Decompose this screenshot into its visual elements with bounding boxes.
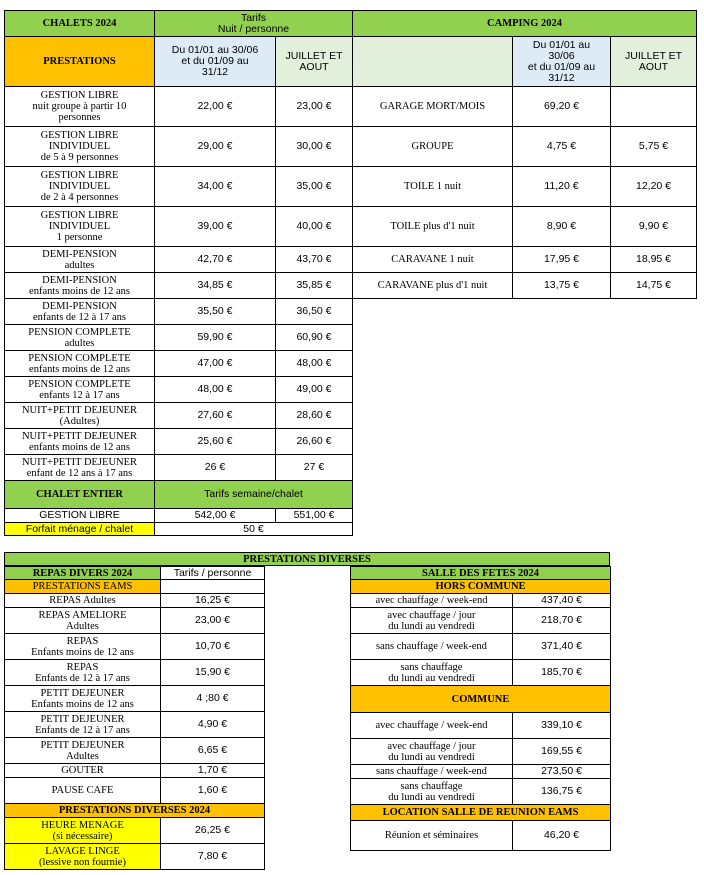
chalets-row bbox=[5, 207, 353, 247]
prestation-diverse-row bbox=[5, 818, 265, 844]
camping-row bbox=[353, 167, 697, 207]
chalets-row-price-period2: 60,90 € bbox=[276, 325, 353, 351]
commune-row-label: avec chauffage / jour du lundi au vendredi bbox=[351, 739, 513, 765]
chalets-row bbox=[5, 403, 353, 429]
chalets-row-price-period2: 49,00 € bbox=[276, 377, 353, 403]
chalets-row-label: PENSION COMPLETE enfants 12 à 17 ans bbox=[5, 377, 155, 403]
chalets-row-label: NUIT+PETIT DEJEUNER enfants moins de 12 ans bbox=[5, 429, 155, 455]
chalets-row bbox=[5, 429, 353, 455]
repas-row-label: GOUTER bbox=[5, 764, 161, 778]
chalets-row bbox=[5, 273, 353, 299]
repas-row bbox=[5, 738, 265, 764]
chalets-row-price-period2: 26,60 € bbox=[276, 429, 353, 455]
chalets-row-label: PENSION COMPLETE enfants moins de 12 ans bbox=[5, 351, 155, 377]
camping-row bbox=[353, 207, 697, 247]
chalets-row-price-period2: 27 € bbox=[276, 455, 353, 481]
chalets-row bbox=[5, 325, 353, 351]
chalets-row-label: NUIT+PETIT DEJEUNER (Adultes) bbox=[5, 403, 155, 429]
chalets-row-price-period2: 43,70 € bbox=[276, 247, 353, 273]
camping-row bbox=[353, 127, 697, 167]
chalets-row-price-period1: 26 € bbox=[155, 455, 276, 481]
chalets-row-label: DEMI-PENSION enfants moins de 12 ans bbox=[5, 273, 155, 299]
repas-row-label: PETIT DEJEUNER Enfants moins de 12 ans bbox=[5, 686, 161, 712]
chalets-row bbox=[5, 87, 353, 127]
camping-row-label: CARAVANE plus d'1 nuit bbox=[353, 273, 513, 299]
chalets-row-price-period1: 29,00 € bbox=[155, 127, 276, 167]
repas-row bbox=[5, 764, 265, 778]
chalets-row-price-period1: 35,50 € bbox=[155, 299, 276, 325]
repas-row-price: 10,70 € bbox=[161, 634, 265, 660]
prestations-diverses-2024-title: PRESTATIONS DIVERSES 2024 bbox=[5, 804, 265, 818]
camping-blank-header bbox=[353, 37, 513, 87]
chalets-tarifs-header: Tarifs Nuit / personne bbox=[155, 11, 353, 37]
tarifs-personne-header: Tarifs / personne bbox=[161, 567, 265, 580]
camping-row-price-period1: 13,75 € bbox=[513, 273, 611, 299]
diverses-title-table bbox=[4, 552, 610, 566]
forfait-menage-label: Forfait ménage / chalet bbox=[5, 523, 155, 536]
camping-row-label: GROUPE bbox=[353, 127, 513, 167]
location-salle-price: 46,20 € bbox=[513, 821, 611, 851]
chalets-row-label: GESTION LIBRE nuit groupe à partir 10 personnes bbox=[5, 87, 155, 127]
commune-row-price: 339,10 € bbox=[513, 713, 611, 739]
camping-row-price-period2: 5,75 € bbox=[611, 127, 697, 167]
repas-table bbox=[4, 566, 265, 870]
hors-commune-row-label: sans chauffage du lundi au vendredi bbox=[351, 660, 513, 686]
hors-commune-row-label: avec chauffage / week-end bbox=[351, 594, 513, 608]
chalets-row-label: GESTION LIBRE INDIVIDUEL 1 personne bbox=[5, 207, 155, 247]
repas-row-label: REPAS Enfants de 12 à 17 ans bbox=[5, 660, 161, 686]
prestation-diverse-price: 26,25 € bbox=[161, 818, 265, 844]
chalets-row-label: DEMI-PENSION enfants de 12 à 17 ans bbox=[5, 299, 155, 325]
camping-row-label: TOILE plus d'1 nuit bbox=[353, 207, 513, 247]
commune-row bbox=[351, 739, 611, 765]
gestion-libre-p1: 542,00 € bbox=[155, 509, 276, 523]
commune-row bbox=[351, 765, 611, 779]
chalets-row-price-period1: 25,60 € bbox=[155, 429, 276, 455]
hors-commune-row bbox=[351, 594, 611, 608]
chalets-row-label: NUIT+PETIT DEJEUNER enfant de 12 ans à 17 ans bbox=[5, 455, 155, 481]
chalets-row-label: GESTION LIBRE INDIVIDUEL de 2 à 4 personnes bbox=[5, 167, 155, 207]
commune-row-label: sans chauffage / week-end bbox=[351, 765, 513, 779]
prestations-eams-blank bbox=[161, 580, 265, 594]
repas-row-price: 1,70 € bbox=[161, 764, 265, 778]
commune-row bbox=[351, 779, 611, 805]
repas-title: REPAS DIVERS 2024 bbox=[5, 567, 161, 580]
chalets-row-price-period2: 23,00 € bbox=[276, 87, 353, 127]
camping-row-price-period2: 12,20 € bbox=[611, 167, 697, 207]
prestation-diverse-row bbox=[5, 844, 265, 870]
chalets-row-price-period2: 35,00 € bbox=[276, 167, 353, 207]
prestations-eams-label: PRESTATIONS EAMS bbox=[5, 580, 161, 594]
camping-row-label: TOILE 1 nuit bbox=[353, 167, 513, 207]
prestation-diverse-price: 7,80 € bbox=[161, 844, 265, 870]
repas-row-price: 4 ;80 € bbox=[161, 686, 265, 712]
camping-row bbox=[353, 247, 697, 273]
hors-commune-row-price: 371,40 € bbox=[513, 634, 611, 660]
hors-commune-row bbox=[351, 608, 611, 634]
repas-row bbox=[5, 608, 265, 634]
commune-row bbox=[351, 713, 611, 739]
repas-row-label: REPAS Adultes bbox=[5, 594, 161, 608]
chalets-row-price-period2: 48,00 € bbox=[276, 351, 353, 377]
repas-row-label: PAUSE CAFE bbox=[5, 778, 161, 804]
chalets-period2-header: JUILLET ET AOUT bbox=[276, 37, 353, 87]
chalets-row-label: PENSION COMPLETE adultes bbox=[5, 325, 155, 351]
repas-row-price: 6,65 € bbox=[161, 738, 265, 764]
repas-row bbox=[5, 660, 265, 686]
chalets-row bbox=[5, 247, 353, 273]
chalets-row bbox=[5, 351, 353, 377]
chalets-row-price-period2: 28,60 € bbox=[276, 403, 353, 429]
commune-row-label: sans chauffage du lundi au vendredi bbox=[351, 779, 513, 805]
chalets-row bbox=[5, 377, 353, 403]
repas-row-price: 1,60 € bbox=[161, 778, 265, 804]
repas-row bbox=[5, 686, 265, 712]
chalets-table bbox=[4, 10, 353, 536]
chalet-entier-label: CHALET ENTIER bbox=[5, 481, 155, 509]
chalets-period1-header: Du 01/01 au 30/06 et du 01/09 au 31/12 bbox=[155, 37, 276, 87]
camping-row-price-period1: 11,20 € bbox=[513, 167, 611, 207]
camping-row-price-period2: 9,90 € bbox=[611, 207, 697, 247]
repas-row bbox=[5, 634, 265, 660]
hors-commune-row bbox=[351, 634, 611, 660]
chalets-row-price-period2: 36,50 € bbox=[276, 299, 353, 325]
prestation-diverse-label: HEURE MENAGE (si nécessaire) bbox=[5, 818, 161, 844]
camping-row-price-period1: 69,20 € bbox=[513, 87, 611, 127]
camping-period1-header: Du 01/01 au 30/06 et du 01/09 au 31/12 bbox=[513, 37, 611, 87]
hors-commune-row-price: 218,70 € bbox=[513, 608, 611, 634]
chalets-row-price-period2: 35,85 € bbox=[276, 273, 353, 299]
camping-row bbox=[353, 87, 697, 127]
location-salle-label: Réunion et séminaires bbox=[351, 821, 513, 851]
forfait-menage-value: 50 € bbox=[155, 523, 353, 536]
hors-commune-row-label: sans chauffage / week-end bbox=[351, 634, 513, 660]
chalets-row bbox=[5, 455, 353, 481]
chalets-row-price-period2: 30,00 € bbox=[276, 127, 353, 167]
chalets-row-price-period1: 47,00 € bbox=[155, 351, 276, 377]
prestations-header: PRESTATIONS bbox=[5, 37, 155, 87]
chalets-row-label: DEMI-PENSION adultes bbox=[5, 247, 155, 273]
repas-row-price: 16,25 € bbox=[161, 594, 265, 608]
repas-row-label: PETIT DEJEUNER Enfants de 12 à 17 ans bbox=[5, 712, 161, 738]
camping-row-price-period2: 18,95 € bbox=[611, 247, 697, 273]
hors-commune-row bbox=[351, 660, 611, 686]
chalets-row-price-period1: 22,00 € bbox=[155, 87, 276, 127]
location-salle-title: LOCATION SALLE DE REUNION EAMS bbox=[351, 805, 611, 821]
chalets-row bbox=[5, 127, 353, 167]
chalets-row-price-period1: 39,00 € bbox=[155, 207, 276, 247]
repas-row-price: 4,90 € bbox=[161, 712, 265, 738]
camping-row-price-period1: 4,75 € bbox=[513, 127, 611, 167]
chalets-row-label: GESTION LIBRE INDIVIDUEL de 5 à 9 personnes bbox=[5, 127, 155, 167]
camping-row-price-period1: 17,95 € bbox=[513, 247, 611, 273]
chalets-row bbox=[5, 167, 353, 207]
repas-row bbox=[5, 594, 265, 608]
diverses-title: PRESTATIONS DIVERSES bbox=[5, 553, 610, 566]
gestion-libre-label: GESTION LIBRE bbox=[5, 509, 155, 523]
chalets-row-price-period1: 48,00 € bbox=[155, 377, 276, 403]
hors-commune-row-price: 437,40 € bbox=[513, 594, 611, 608]
repas-row-label: REPAS AMELIORE Adultes bbox=[5, 608, 161, 634]
chalets-row-price-period1: 34,85 € bbox=[155, 273, 276, 299]
camping-row-price-period1: 8,90 € bbox=[513, 207, 611, 247]
chalets-row-price-period1: 42,70 € bbox=[155, 247, 276, 273]
camping-row-label: CARAVANE 1 nuit bbox=[353, 247, 513, 273]
chalets-row-price-period1: 27,60 € bbox=[155, 403, 276, 429]
salle-table bbox=[350, 566, 611, 851]
prestation-diverse-label: LAVAGE LINGE (lessive non fournie) bbox=[5, 844, 161, 870]
chalets-title: CHALETS 2024 bbox=[5, 11, 155, 37]
camping-period2-header: JUILLET ET AOUT bbox=[611, 37, 697, 87]
camping-row bbox=[353, 273, 697, 299]
chalets-row-price-period1: 59,90 € bbox=[155, 325, 276, 351]
commune-header: COMMUNE bbox=[351, 686, 611, 713]
gestion-libre-p2: 551,00 € bbox=[276, 509, 353, 523]
repas-row bbox=[5, 778, 265, 804]
repas-row bbox=[5, 712, 265, 738]
repas-row-price: 23,00 € bbox=[161, 608, 265, 634]
camping-row-price-period2: 14,75 € bbox=[611, 273, 697, 299]
repas-row-label: PETIT DEJEUNER Adultes bbox=[5, 738, 161, 764]
commune-row-label: avec chauffage / week-end bbox=[351, 713, 513, 739]
camping-row-label: GARAGE MORT/MOIS bbox=[353, 87, 513, 127]
camping-row-price-period2 bbox=[611, 87, 697, 127]
hors-commune-header: HORS COMMUNE bbox=[351, 580, 611, 594]
camping-title: CAMPING 2024 bbox=[353, 11, 697, 37]
chalets-row-price-period1: 34,00 € bbox=[155, 167, 276, 207]
commune-row-price: 273,50 € bbox=[513, 765, 611, 779]
chalets-row bbox=[5, 299, 353, 325]
hors-commune-row-price: 185,70 € bbox=[513, 660, 611, 686]
repas-row-price: 15,90 € bbox=[161, 660, 265, 686]
salle-title: SALLE DES FETES 2024 bbox=[351, 567, 611, 580]
hors-commune-row-label: avec chauffage / jour du lundi au vendredi bbox=[351, 608, 513, 634]
commune-row-price: 169,55 € bbox=[513, 739, 611, 765]
repas-row-label: REPAS Enfants moins de 12 ans bbox=[5, 634, 161, 660]
chalets-row-price-period2: 40,00 € bbox=[276, 207, 353, 247]
commune-row-price: 136,75 € bbox=[513, 779, 611, 805]
camping-table bbox=[352, 10, 697, 299]
chalet-entier-tarifs: Tarifs semaine/chalet bbox=[155, 481, 353, 509]
